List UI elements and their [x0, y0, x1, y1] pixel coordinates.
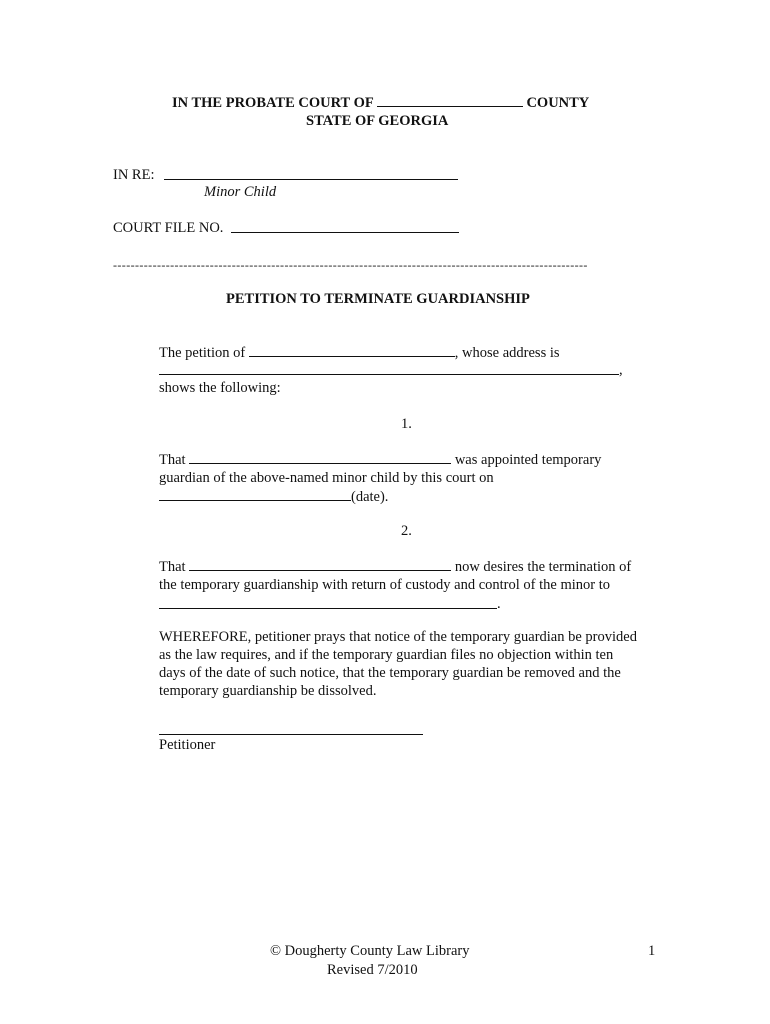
wherefore-line-2: as the law requires, and if the temporary guardian files no objection within ten — [159, 647, 614, 663]
minor-child-label: Minor Child — [204, 184, 277, 200]
wherefore-line-1: WHEREFORE, petitioner prays that notice of the temporary guardian be provided — [159, 629, 637, 645]
paragraph-2-end: . — [497, 596, 501, 612]
paragraph-1-line-1 — [159, 451, 601, 469]
petition-suffix: , whose address is — [454, 345, 560, 361]
footer-library: © Dougherty County Law Library — [270, 943, 470, 959]
address-end-comma: , — [619, 362, 623, 378]
court-heading-prefix: IN THE PROBATE COURT OF — [172, 95, 374, 111]
court-heading-suffix: COUNTY — [526, 95, 590, 111]
in-re-label: IN RE: — [113, 167, 155, 183]
paragraph-2-line-1 — [159, 558, 631, 576]
paragraph-2-line-2: the temporary guardianship with return of custody and control of the minor to — [159, 577, 611, 593]
paragraph-1-line-2: guardian of the above-named minor child by this court on — [159, 470, 494, 486]
custody-recipient-blank[interactable] — [159, 608, 497, 609]
address-blank[interactable] — [159, 374, 619, 375]
petitioner-name-blank[interactable] — [249, 344, 455, 357]
footer-revised: Revised 7/2010 — [327, 962, 418, 978]
shows-following: shows the following: — [159, 380, 281, 396]
appointment-date-blank[interactable] — [159, 488, 351, 501]
in-re-name-blank[interactable] — [164, 179, 458, 180]
document-title: PETITION TO TERMINATE GUARDIANSHIP — [226, 291, 530, 307]
para2-after: now desires the termination of — [454, 559, 632, 575]
state-heading: STATE OF GEORGIA — [306, 113, 449, 129]
paragraph-1-number: 1. — [401, 416, 412, 432]
temporary-guardian-blank[interactable] — [189, 451, 451, 464]
petition-line — [159, 344, 560, 362]
court-heading — [172, 94, 589, 112]
para1-after: was appointed temporary — [454, 452, 602, 468]
para1-that: That — [159, 452, 186, 468]
petitioner-signature-line[interactable] — [159, 734, 423, 735]
wherefore-line-4: temporary guardianship be dissolved. — [159, 683, 377, 699]
section-divider: ------------------------------------------------------------------------------------------------------------ — [113, 258, 588, 272]
para2-that: That — [159, 559, 186, 575]
court-file-number-blank[interactable] — [231, 232, 459, 233]
petition-prefix: The petition of — [159, 345, 246, 361]
page-number: 1 — [648, 943, 656, 959]
para1-date: (date). — [351, 489, 389, 505]
paragraph-2-number: 2. — [401, 523, 412, 539]
county-name-blank[interactable] — [377, 94, 523, 107]
court-file-label: COURT FILE NO. — [113, 220, 224, 236]
requesting-party-blank[interactable] — [189, 558, 451, 571]
paragraph-1-line-3 — [159, 488, 388, 506]
petitioner-label: Petitioner — [159, 737, 216, 753]
wherefore-line-3: days of the date of such notice, that the temporary guardian be removed and the — [159, 665, 621, 681]
